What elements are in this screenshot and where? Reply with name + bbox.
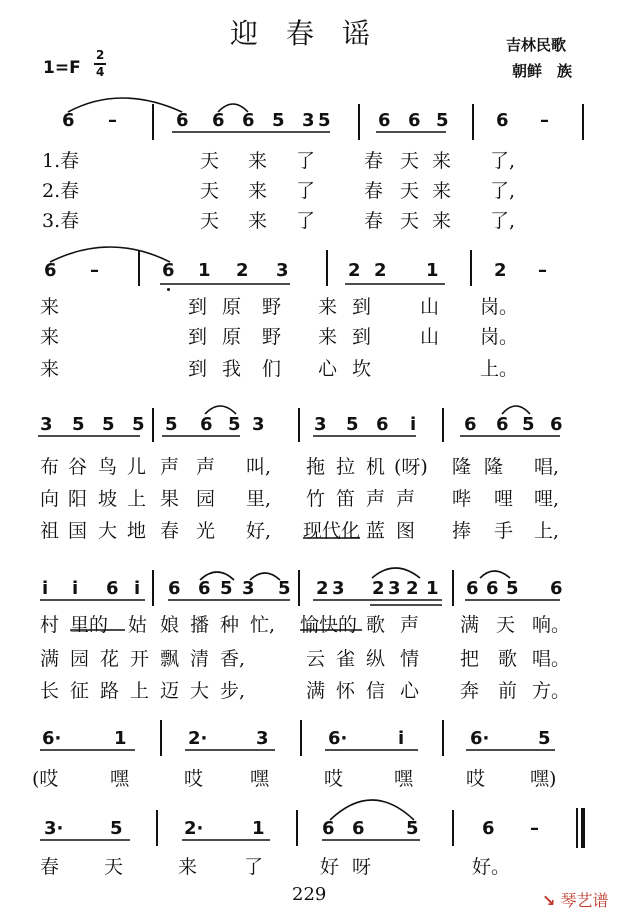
lyric: 情 [400,648,420,670]
slur-arc [372,568,420,578]
note: 2 [406,578,419,599]
lyric: 春 [40,856,60,878]
lyric: 岗。 [480,296,519,318]
lyric: 光 [196,520,216,542]
note: 5 [110,818,123,839]
note: 1 [198,260,211,281]
lyric: 叫, [246,456,272,478]
lyric: 果 [160,488,180,510]
lyric: 里的 [70,614,109,636]
note: 2 [494,260,507,281]
lyric: 花 [100,648,120,670]
note: 6 [496,414,509,435]
bar-line [298,570,300,606]
lyric: 来 [248,210,268,232]
note: 3 [388,578,401,599]
slur-arc [502,406,530,414]
lyric: 天 [104,856,124,878]
lyric: 清 [190,648,210,670]
note: 6 [378,110,391,131]
note: 5 [272,110,285,131]
note: 3 [332,578,345,599]
lyric: 天 [400,150,420,172]
lyric: 哎 [324,768,344,790]
lyric: 嘿) [530,768,557,790]
lyric: 鸟 [98,456,118,478]
lyric: 云 [306,648,326,670]
note: 1 [426,260,439,281]
lyric: 来 [318,296,338,318]
note: 5 [538,728,551,749]
note: 6 [464,414,477,435]
bar-line [296,810,298,846]
note: 5 [72,414,85,435]
note: – [90,260,99,281]
note: 3 [40,414,53,435]
note: 5 [228,414,241,435]
bar-line [452,570,454,606]
logo-mark-icon: ↘ [542,891,556,910]
lyric: 天 [496,614,516,636]
note: 6 [62,110,75,131]
note: 3 [256,728,269,749]
lyric: 来 [40,358,60,380]
note: 6 [486,578,499,599]
note: 6 [176,110,189,131]
lyric: 把 [460,648,480,670]
page-title: 迎 春 谣 [230,17,371,50]
lyric: 天 [200,210,220,232]
lyric: 上 [127,488,147,510]
lyric: 大 [98,520,118,542]
lyric: (呀) [394,456,428,478]
time-signature-top: 2 [96,48,105,62]
note: 6 [242,110,255,131]
note: 6· [42,728,62,749]
lyric: 祖 [40,520,60,542]
lyric: 园 [196,488,216,510]
lyric: 忙, [250,614,276,636]
lyric: 上, [534,520,560,542]
note: 5 [220,578,233,599]
lyric: 征 [70,680,90,702]
bar-line [298,408,300,442]
bar-line [138,250,140,286]
note: 2 [374,260,387,281]
lyric: 好。 [472,856,511,878]
lyric: 开 [130,648,150,670]
lyric: 来 [432,150,452,172]
lyric: 声 [366,488,386,510]
lyric: 村 [40,614,60,636]
note: – [108,110,117,131]
note: 5 [346,414,359,435]
lyric: 春 [364,210,384,232]
lyric: 播 [190,614,210,636]
bar-line [156,810,158,846]
note: 2 [316,578,329,599]
lyric: 信 [366,680,386,702]
lyric: 笛 [336,488,356,510]
lyric: 好, [246,520,272,542]
note: 5 [102,414,115,435]
lyric: 隆 [484,456,504,478]
lyric: 哩 [494,488,514,510]
note: 5 [278,578,291,599]
lyric: 天 [400,210,420,232]
note: 6 [198,578,211,599]
note: 2· [184,818,204,839]
lyric: 春 [160,520,180,542]
lyric: 布 [40,456,60,478]
lyric: 纵 [366,648,386,670]
time-signature-bottom: 4 [96,65,105,79]
lyric: 哎 [184,768,204,790]
lyric: 了 [296,180,316,202]
lyric: 声 [400,614,420,636]
lyric: 嘿 [110,768,130,790]
note: i [134,578,141,599]
lyric: 来 [432,180,452,202]
lyric: 心 [400,680,420,702]
lyric: 机 [366,456,386,478]
lyric: 3.春 [42,210,80,232]
lyric: 奔 [460,680,480,702]
lyric: 竹 [306,488,326,510]
lyric: 哎 [466,768,486,790]
lyric: 了 [296,150,316,172]
lyric: 来 [40,296,60,318]
note: – [530,818,539,839]
note: 3 [252,414,265,435]
lyric: 1.春 [42,150,80,172]
page-number: 229 [292,884,327,905]
bar-line [160,720,162,756]
note: 6 [200,414,213,435]
lyric: 来 [432,210,452,232]
note: 2 [236,260,249,281]
lyric: 手 [494,520,514,542]
lyric: 迈 [160,680,180,702]
lyric: 园 [70,648,90,670]
lyric: (哎 [32,768,59,790]
note: 3 [302,110,315,131]
note: 1 [426,578,439,599]
lyric: 拉 [336,456,356,478]
lyric: 拖 [306,456,326,478]
slur-arc [330,800,414,820]
lyric: 到 [352,326,372,348]
note: 6 [550,578,563,599]
lyric: 雀 [336,648,356,670]
note: 5 [522,414,535,435]
lyric: 来 [248,150,268,172]
lyric: 坎 [352,358,372,380]
lyric: 国 [68,520,88,542]
lyric: 来 [248,180,268,202]
lyric: 到 [188,358,208,380]
lyric: 了, [490,210,516,232]
tie-arc [50,247,170,262]
note: 6 [162,260,175,281]
lyric: 上 [130,680,150,702]
lyric: 嘿 [250,768,270,790]
lyric: 声 [160,456,180,478]
lyric: 歌 [498,648,518,670]
lyric: 到 [188,296,208,318]
lyric: 现代化 [303,520,361,542]
lyric: 娘 [160,614,180,636]
note: 6 [376,414,389,435]
bar-line [152,570,154,606]
note: i [398,728,405,749]
lyric: 怀 [336,680,356,702]
lyric: 步, [220,680,246,702]
lyric: 满 [306,680,326,702]
note: 3· [44,818,64,839]
site-logo [542,888,609,911]
note: 6 [212,110,225,131]
lyric: 阳 [68,488,88,510]
lyric: 了 [296,210,316,232]
note: 6 [106,578,119,599]
lyric: 野 [262,326,282,348]
lyric: 种 [220,614,240,636]
lyric: 姑 [128,614,148,636]
lyric: 儿 [127,456,147,478]
note: i [410,414,417,435]
note: 6 [408,110,421,131]
lyric: 了, [490,180,516,202]
bar-line [472,104,474,140]
lyric: 满 [40,648,60,670]
note: 6 [168,578,181,599]
lyric: 嘿 [394,768,414,790]
note: 5 [318,110,331,131]
bar-line [152,104,154,140]
lyric: 岗。 [480,326,519,348]
lyric: 野 [262,296,282,318]
logo-text: 琴艺谱 [560,891,609,910]
lyric: 春 [364,180,384,202]
lyric: 来 [318,326,338,348]
note: – [540,110,549,131]
note: 6 [482,818,495,839]
slur-arc [480,571,510,578]
note: 2 [372,578,385,599]
note: 5 [506,578,519,599]
lyric: 里, [246,488,272,510]
lyric: 谷 [68,456,88,478]
note: 3 [314,414,327,435]
note: 6 [466,578,479,599]
note: i [42,578,49,599]
lyric: 天 [200,150,220,172]
bar-line [326,250,328,286]
slur-arc [205,406,236,414]
lyric: 愉快的 [300,614,358,636]
lyric: 唱。 [532,648,571,670]
lyric: 飘 [160,648,180,670]
lyric: 路 [100,680,120,702]
tie-arc [68,98,182,112]
bar-line [442,408,444,442]
lyric: 声 [196,456,216,478]
lyric: 我 [222,358,242,380]
note: 2 [348,260,361,281]
lyric: 到 [352,296,372,318]
lyric: 向 [40,488,60,510]
lyric: 隆 [452,456,472,478]
lyric: 山 [420,296,440,318]
bar-line [452,810,454,846]
lyric: 春 [364,150,384,172]
bar-line [442,720,444,756]
note: – [538,260,547,281]
lyric: 图 [396,520,416,542]
lyric: 蓝 [366,520,386,542]
lyric: 香, [220,648,246,670]
note: 5 [406,818,419,839]
note: 2· [188,728,208,749]
lyric: 来 [178,856,198,878]
lyric: 天 [200,180,220,202]
bar-line [470,250,472,286]
lyric: 心 [318,358,338,380]
lyric: 2.春 [42,180,80,202]
bar-line [358,104,360,140]
lyric: 地 [127,520,147,542]
note: 6· [328,728,348,749]
lyric: 来 [40,326,60,348]
lyric: 上。 [480,358,519,380]
note: i [72,578,79,599]
lyric: 方。 [532,680,571,702]
note: 6 [322,818,335,839]
lyric: 长 [40,680,60,702]
lyric: 歌 [366,614,386,636]
bar-line [152,408,154,442]
note: 5 [132,414,145,435]
note: 3 [242,578,255,599]
lyric: 声 [396,488,416,510]
note: 6· [470,728,490,749]
lyric: 们 [262,358,282,380]
key-signature: 1=F [43,58,81,78]
lyric: 呀 [352,856,372,878]
lyric: 了 [244,856,264,878]
final-bar-line-thin [576,808,578,848]
lyric: 坡 [98,488,118,510]
source-line-1: 吉林民歌 [506,36,567,54]
note: 6 [44,260,57,281]
note: 1 [252,818,265,839]
lyric: 哔 [452,488,472,510]
note: 6 [550,414,563,435]
final-bar-line-thick [581,808,585,848]
lyric: 山 [420,326,440,348]
lyric: 天 [400,180,420,202]
low-octave-dot [167,288,170,291]
source-line-2: 朝鲜 族 [512,62,573,80]
note: 1 [114,728,127,749]
note: 5 [165,414,178,435]
lyric: 原 [222,296,242,318]
bar-line [582,104,584,140]
lyric: 哩, [534,488,560,510]
lyric: 到 [188,326,208,348]
bar-line [300,720,302,756]
note: 6 [352,818,365,839]
note: 3 [276,260,289,281]
note: 5 [436,110,449,131]
lyric: 大 [190,680,210,702]
lyric: 捧 [452,520,472,542]
lyric: 满 [460,614,480,636]
lyric: 了, [490,150,516,172]
lyric: 好 [320,856,340,878]
note: 6 [496,110,509,131]
lyric: 唱, [534,456,560,478]
lyric: 前 [498,680,518,702]
lyric: 原 [222,326,242,348]
lyric: 响。 [532,614,571,636]
